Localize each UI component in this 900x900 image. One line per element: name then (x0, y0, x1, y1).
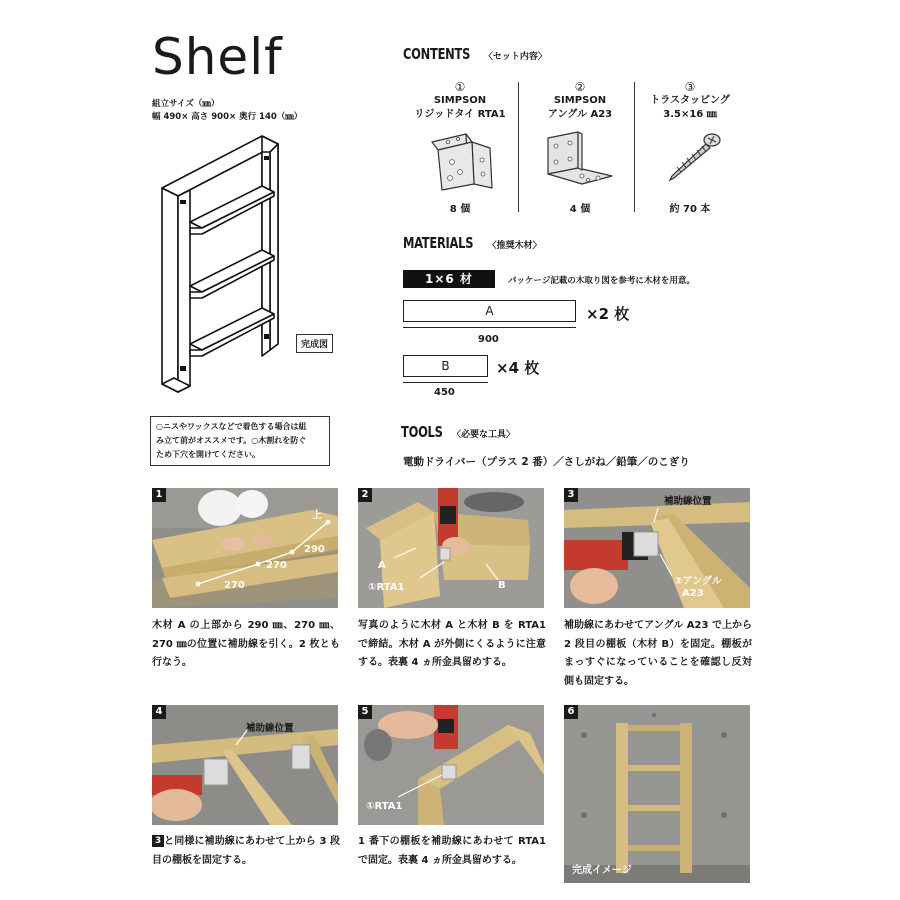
step-number: 6 (564, 705, 578, 719)
wood-note: パッケージ記載の木取り図を参考に木材を用意。 (508, 276, 695, 286)
note-line-3: ため下穴を開けてください。 (156, 450, 260, 459)
item-name-line2: リジッドタイ RTA1 (414, 109, 506, 120)
photo-label: A23 (682, 588, 704, 599)
step-ref-badge: 3 (152, 835, 164, 847)
board-a: A (403, 300, 576, 322)
item-number: ③ (684, 80, 696, 94)
assembled-size-dims: 幅 490× 高さ 900× 奥行 140（㎜） (152, 112, 303, 122)
note-line-2: み立て前がオススメです。○木割れを防ぐ (156, 436, 307, 445)
item-name-line2: アングル A23 (547, 109, 613, 120)
item-name-line1: SIMPSON (433, 95, 487, 106)
page-title: Shelf (152, 28, 283, 86)
photo-label: 補助線位置 (664, 496, 712, 507)
photo-label: 270 (224, 580, 245, 591)
photo-label: B (498, 580, 506, 591)
note-box (150, 416, 330, 466)
contents-item-2 (520, 80, 640, 122)
screw-icon (664, 128, 724, 184)
tools-title: TOOLS (401, 423, 443, 441)
contents-item-1 (400, 80, 520, 122)
photo-label: ①RTA1 (366, 801, 403, 812)
materials-heading (403, 234, 542, 252)
board-b-dimension-line (403, 382, 488, 383)
step-3-photo (564, 488, 750, 608)
step-5-photo (358, 705, 544, 825)
step-number: 2 (358, 488, 372, 502)
step-4-caption (152, 833, 340, 870)
step-number: 3 (564, 488, 578, 502)
item-number: ② (574, 80, 586, 94)
board-a-length: 900 (478, 334, 499, 345)
step-6-photo (564, 705, 750, 883)
tools-heading (401, 423, 515, 441)
photo-label: 270 (266, 560, 287, 571)
photo-label: 補助線位置 (246, 723, 294, 734)
step-1-caption: 木材 A の上部から 290 ㎜、270 ㎜、270 ㎜の位置に補助線を引く。2 枚とも行なう。 (152, 620, 340, 668)
step-number: 4 (152, 705, 166, 719)
item-number: ① (454, 80, 466, 94)
board-b-count: ×4 枚 (496, 359, 540, 377)
angle-bracket-icon (542, 128, 618, 188)
step-4-caption-text: と同様に補助線にあわせて上から 3 段目の棚板を固定する。 (152, 836, 340, 866)
materials-title: MATERIALS (403, 234, 474, 252)
board-b: B (403, 355, 488, 377)
materials-subtitle: 〈推奨木材〉 (487, 241, 542, 251)
step-number: 1 (152, 488, 166, 502)
step-4-photo (152, 705, 338, 825)
assembled-size-label: 組立サイズ（㎜） (152, 99, 220, 109)
tools-list: 電動ドライバー（プラス 2 番）／さしがね／鉛筆／のこぎり (403, 456, 690, 468)
contents-subtitle: 〈セット内容〉 (483, 52, 547, 62)
item-name-line2: 3.5×16 ㎜ (663, 109, 717, 120)
photo-label: 完成イメージ (572, 865, 632, 876)
step-1-photo (152, 488, 338, 608)
divider (518, 82, 519, 212)
photo-label: ②アングル (674, 576, 722, 587)
item-qty-2: 4 個 (569, 204, 591, 215)
photo-label: ①RTA1 (368, 582, 405, 593)
tools-subtitle: 〈必要な工具〉 (451, 430, 515, 440)
item-qty-3: 約 70 本 (669, 204, 711, 215)
photo-label: A (378, 560, 386, 571)
item-name-line1: トラスタッピング (650, 95, 730, 106)
step-2-caption: 写真のように木材 A と木材 B を RTA1 で締結。木材 A が外側にくるように注意する。表裏 4 ヵ所金具留めする。 (358, 620, 546, 668)
board-a-dimension-line (403, 327, 576, 328)
contents-title: CONTENTS (403, 45, 471, 63)
step-5-caption: 1 番下の棚板を補助線にあわせて RTA1 で固定。表裏 4 ヵ所金具留めする。 (358, 836, 546, 866)
item-name-line1: SIMPSON (553, 95, 607, 106)
complete-diagram-label: 完成図 (296, 334, 333, 353)
board-a-count: ×2 枚 (586, 305, 630, 323)
contents-heading (403, 45, 547, 63)
step-3-caption: 補助線にあわせてアングル A23 で上から 2 段目の棚板（木材 B）を固定。棚板がまっすぐになっていることを確認し反対側も固定する。 (564, 620, 752, 687)
rigid-tie-bracket-icon (428, 128, 500, 196)
wood-type-tag: 1×6 材 (403, 270, 495, 288)
item-qty-1: 8 個 (449, 204, 471, 215)
note-line-1: ○ニスやワックスなどで着色する場合は組 (156, 422, 307, 431)
shelf-illustration (150, 130, 350, 400)
photo-label: 290 (304, 544, 325, 555)
board-b-length: 450 (434, 387, 455, 398)
step-number: 5 (358, 705, 372, 719)
assembled-size (152, 98, 302, 124)
step-2-photo (358, 488, 544, 608)
contents-item-3 (630, 80, 750, 122)
photo-label: 上 (312, 510, 322, 521)
